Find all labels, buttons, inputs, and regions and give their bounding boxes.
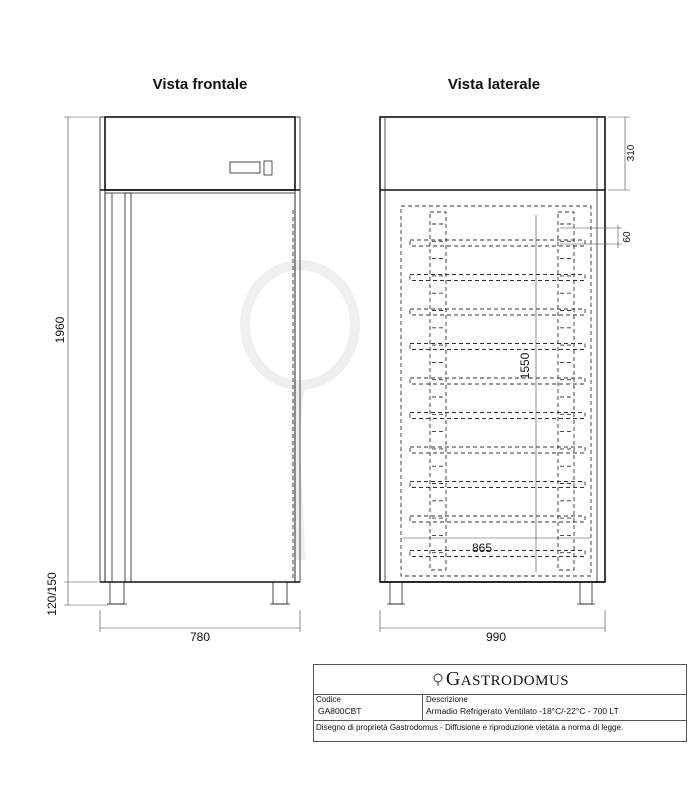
side-view-title: Vista laterale: [447, 76, 541, 93]
brand-row: [314, 665, 686, 695]
shelf-rails: [410, 212, 585, 570]
dim-top-panel: 310: [626, 144, 637, 162]
dim-front-width: 780: [189, 630, 211, 644]
title-block: [313, 664, 687, 742]
dim-feet-height: 120/150: [45, 572, 59, 616]
description-cell: [422, 694, 686, 720]
shelf-slot: [410, 378, 585, 384]
info-row: [314, 694, 686, 721]
shelf-slot: [410, 482, 585, 488]
shelf-slot: [410, 447, 585, 453]
front-top-panel: [105, 117, 295, 190]
side-foot-left: [390, 582, 402, 604]
front-view-title: Vista frontale: [152, 76, 248, 93]
front-foot-left: [110, 582, 124, 604]
brand-leaf-icon: [431, 673, 445, 687]
code-value: GA800CBT: [318, 706, 362, 716]
shelf-slot: [410, 275, 585, 281]
front-door: [105, 193, 295, 582]
shelf-slot: [410, 344, 585, 350]
dim-shelf-pitch: 60: [622, 231, 633, 243]
control-display: [230, 162, 260, 173]
shelf-slot: [410, 240, 585, 246]
side-dimensions: [380, 117, 630, 632]
door-handle: [125, 193, 131, 582]
description-label: Descrizione: [426, 695, 468, 704]
brand-rest: ASTRODOMUS: [460, 673, 570, 689]
code-cell: [314, 694, 423, 720]
shelf-slot: [410, 309, 585, 315]
shelf-slot: [410, 516, 585, 522]
brand-name: [446, 668, 569, 691]
front-view: [100, 117, 300, 604]
dim-total-height: 1960: [53, 316, 67, 344]
front-foot-right: [273, 582, 287, 604]
copyright-footer: Disegno di proprietà Gastrodomus - Diffusione e riproduzione vietata a norma di legge.: [316, 723, 624, 732]
dim-side-depth: 990: [485, 630, 507, 644]
side-view: [380, 117, 605, 604]
code-label: Codice: [316, 695, 341, 704]
dim-rail-depth: 865: [471, 541, 493, 555]
brand-initial: G: [445, 668, 461, 690]
inner-cavity: [401, 206, 591, 576]
shelf-slot: [410, 551, 585, 557]
control-switch: [264, 161, 272, 175]
description-value: Armadio Refrigerato Ventilato -18°C/-22°C - 700 LT: [426, 706, 619, 716]
dim-rail-height: 1550: [518, 352, 532, 380]
side-foot-right: [580, 582, 592, 604]
shelf-slot: [410, 413, 585, 419]
